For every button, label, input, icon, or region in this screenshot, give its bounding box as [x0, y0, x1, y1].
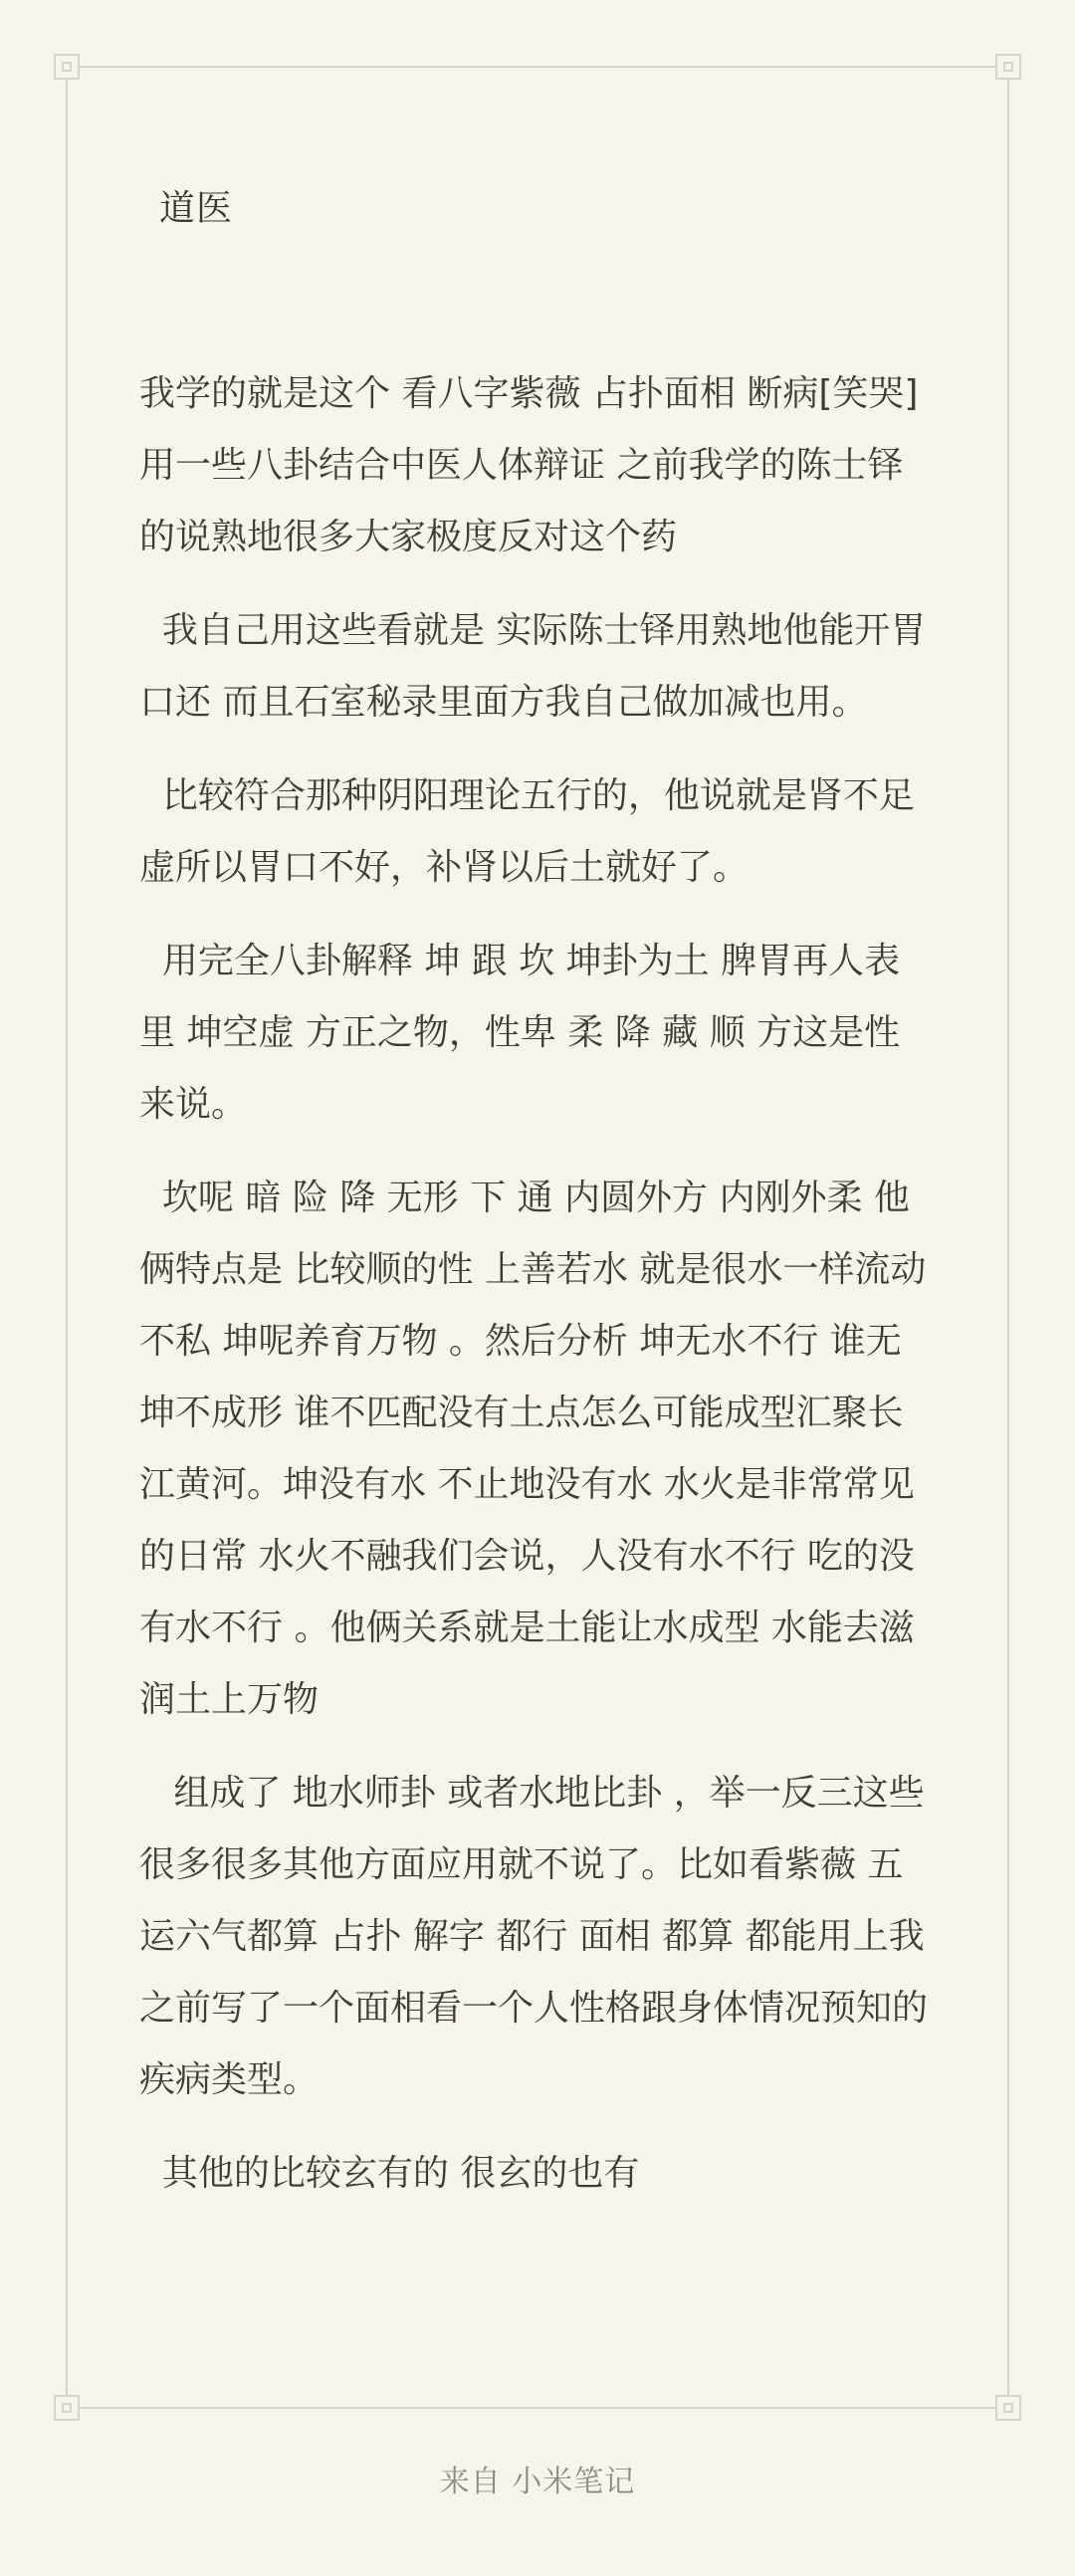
note-paragraph: 用完全八卦解释 坤 跟 坎 坤卦为土 脾胃再人表里 坤空虚 方正之物，性卑 柔 降 藏 顺 方这是性来说。: [139, 941, 901, 1125]
note-paragraph: 我自己用这些看就是 实际陈士铎用熟地他能开胃口还 而且石室秘录里面方我自己做加减也用。: [139, 610, 927, 723]
frame-corner-ornament: [995, 2395, 1021, 2421]
note-paragraph: 比较符合那种阴阳理论五行的，他说就是肾不足虚所以胃口不好，补肾以后土就好了。: [139, 775, 915, 888]
frame-corner-ornament: [54, 54, 80, 80]
note-paragraph: 坎呢 暗 险 降 无形 下 通 内圆外方 内刚外柔 他俩特点是 比较顺的性 上善若水 就是很水一样流动不私 坤呢养育万物 。然后分析 坤无水不行 谁无坤不成形 谁不匹配没有土点怎么可能成型汇聚长江黄河。坤没有水 不止地没有水 水火是非常常见的日常 水火不融我们会说，人没有水不行 吃的没有水不行 。他俩关系就是土能让水成型 水能去滋润土上万物: [139, 1178, 927, 1720]
frame-corner-ornament: [54, 2395, 80, 2421]
note-body: [139, 358, 936, 2232]
source-footer: 来自 小米笔记: [439, 2465, 636, 2499]
note-title: 道医: [159, 188, 234, 229]
note-paragraph: 其他的比较玄有的 很玄的也有: [139, 2153, 640, 2194]
note-paragraph: 我学的就是这个 看八字紫薇 占扑面相 断病[笑哭]用一些八卦结合中医人体辩证 之前我学的陈士铎的说熟地很多大家极度反对这个药: [139, 373, 919, 557]
frame-corner-ornament: [995, 54, 1021, 80]
note-paragraph: 组成了 地水师卦 或者水地比卦 ，举一反三这些 很多很多其他方面应用就不说了。比如看紫薇 五运六气都算 占扑 解字 都行 面相 都算 都能用上我之前写了一个面相看一个人性格跟身体情况预知的疾病类型。: [139, 1773, 937, 2100]
